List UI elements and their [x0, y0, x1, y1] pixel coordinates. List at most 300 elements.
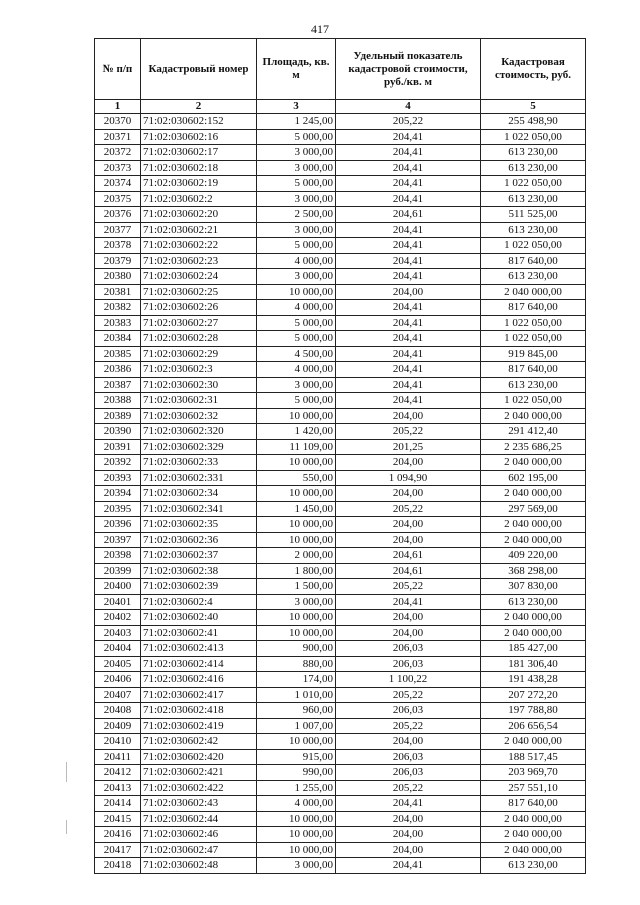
margin-mark-line	[66, 820, 67, 834]
cost-value: 2 040 000,00	[481, 284, 586, 300]
cost-value: 257 551,10	[481, 780, 586, 796]
cadastral-number: 71:02:030602:17	[141, 145, 257, 161]
table-row	[95, 501, 586, 517]
table-row	[95, 253, 586, 269]
cost-value: 2 040 000,00	[481, 486, 586, 502]
rate-value: 204,61	[336, 548, 481, 564]
cadastral-number: 71:02:030602:28	[141, 331, 257, 347]
area-value: 5 000,00	[257, 238, 336, 254]
cadastral-number: 71:02:030602:33	[141, 455, 257, 471]
table-row	[95, 656, 586, 672]
table-row	[95, 145, 586, 161]
area-value: 960,00	[257, 703, 336, 719]
table-row	[95, 284, 586, 300]
table-row	[95, 641, 586, 657]
area-value: 10 000,00	[257, 284, 336, 300]
table-row	[95, 393, 586, 409]
cadastral-number: 71:02:030602:29	[141, 346, 257, 362]
table-row	[95, 269, 586, 285]
rate-value: 204,00	[336, 486, 481, 502]
row-number: 20394	[95, 486, 141, 502]
row-number: 20370	[95, 114, 141, 130]
rate-value: 204,41	[336, 331, 481, 347]
row-number: 20384	[95, 331, 141, 347]
table-row	[95, 470, 586, 486]
area-value: 10 000,00	[257, 486, 336, 502]
cadastral-number: 71:02:030602:46	[141, 827, 257, 843]
row-number: 20406	[95, 672, 141, 688]
rate-value: 204,41	[336, 238, 481, 254]
area-value: 4 000,00	[257, 796, 336, 812]
rate-value: 1 094,90	[336, 470, 481, 486]
row-number: 20373	[95, 160, 141, 176]
row-number: 20379	[95, 253, 141, 269]
column-number: 2	[141, 100, 257, 114]
cost-value: 368 298,00	[481, 563, 586, 579]
rate-value: 204,41	[336, 796, 481, 812]
table-row	[95, 331, 586, 347]
table-row	[95, 362, 586, 378]
rate-value: 205,22	[336, 718, 481, 734]
column-number: 3	[257, 100, 336, 114]
header-cost: Кадастровая стоимость, руб.	[481, 39, 586, 100]
cost-value: 613 230,00	[481, 160, 586, 176]
rate-value: 204,00	[336, 610, 481, 626]
table-row	[95, 594, 586, 610]
cadastral-number: 71:02:030602:422	[141, 780, 257, 796]
row-number: 20382	[95, 300, 141, 316]
rate-value: 204,41	[336, 346, 481, 362]
rate-value: 206,03	[336, 765, 481, 781]
rate-value: 204,00	[336, 284, 481, 300]
cost-value: 203 969,70	[481, 765, 586, 781]
rate-value: 204,41	[336, 362, 481, 378]
rate-value: 204,41	[336, 269, 481, 285]
cadastral-number: 71:02:030602:18	[141, 160, 257, 176]
rate-value: 206,03	[336, 703, 481, 719]
table-row	[95, 346, 586, 362]
area-value: 5 000,00	[257, 315, 336, 331]
table-row	[95, 625, 586, 641]
rate-value: 204,00	[336, 517, 481, 533]
row-number: 20396	[95, 517, 141, 533]
cadastral-number: 71:02:030602:413	[141, 641, 257, 657]
cost-value: 207 272,20	[481, 687, 586, 703]
rate-value: 204,41	[336, 594, 481, 610]
row-number: 20390	[95, 424, 141, 440]
area-value: 10 000,00	[257, 625, 336, 641]
cadastral-number: 71:02:030602:30	[141, 377, 257, 393]
row-number: 20411	[95, 749, 141, 765]
cadastral-number: 71:02:030602:414	[141, 656, 257, 672]
rate-value: 204,41	[336, 393, 481, 409]
cadastral-number: 71:02:030602:419	[141, 718, 257, 734]
cadastral-number: 71:02:030602:47	[141, 842, 257, 858]
table-row	[95, 129, 586, 145]
table-row	[95, 532, 586, 548]
rate-value: 204,41	[336, 222, 481, 238]
cadastral-number: 71:02:030602:22	[141, 238, 257, 254]
cost-value: 2 040 000,00	[481, 455, 586, 471]
row-number: 20398	[95, 548, 141, 564]
header-num: № п/п	[95, 39, 141, 100]
cost-value: 1 022 050,00	[481, 238, 586, 254]
cadastral-number: 71:02:030602:19	[141, 176, 257, 192]
table-row	[95, 687, 586, 703]
cost-value: 297 569,00	[481, 501, 586, 517]
table-row	[95, 439, 586, 455]
table-row	[95, 796, 586, 812]
cadastral-number: 71:02:030602:421	[141, 765, 257, 781]
cost-value: 181 306,40	[481, 656, 586, 672]
cadastral-number: 71:02:030602:27	[141, 315, 257, 331]
area-value: 10 000,00	[257, 811, 336, 827]
row-number: 20385	[95, 346, 141, 362]
area-value: 1 800,00	[257, 563, 336, 579]
table-row	[95, 114, 586, 130]
table-row	[95, 408, 586, 424]
row-number: 20403	[95, 625, 141, 641]
area-value: 3 000,00	[257, 191, 336, 207]
rate-value: 206,03	[336, 656, 481, 672]
table-row	[95, 222, 586, 238]
cost-value: 2 040 000,00	[481, 625, 586, 641]
cadastral-number: 71:02:030602:417	[141, 687, 257, 703]
area-value: 2 500,00	[257, 207, 336, 223]
row-number: 20376	[95, 207, 141, 223]
table-row	[95, 842, 586, 858]
cost-value: 2 040 000,00	[481, 811, 586, 827]
cost-value: 919 845,00	[481, 346, 586, 362]
cost-value: 188 517,45	[481, 749, 586, 765]
cadastral-number: 71:02:030602:416	[141, 672, 257, 688]
row-number: 20413	[95, 780, 141, 796]
cost-value: 2 040 000,00	[481, 517, 586, 533]
row-number: 20402	[95, 610, 141, 626]
rate-value: 205,22	[336, 501, 481, 517]
area-value: 1 500,00	[257, 579, 336, 595]
row-number: 20397	[95, 532, 141, 548]
cost-value: 613 230,00	[481, 191, 586, 207]
table-row	[95, 207, 586, 223]
cadastral-number: 71:02:030602:3	[141, 362, 257, 378]
table-row	[95, 734, 586, 750]
row-number: 20416	[95, 827, 141, 843]
cost-value: 2 040 000,00	[481, 610, 586, 626]
rate-value: 204,00	[336, 811, 481, 827]
rate-value: 1 100,22	[336, 672, 481, 688]
row-number: 20407	[95, 687, 141, 703]
cadastral-number: 71:02:030602:2	[141, 191, 257, 207]
rate-value: 204,41	[336, 176, 481, 192]
cost-value: 307 830,00	[481, 579, 586, 595]
row-number: 20410	[95, 734, 141, 750]
cadastral-number: 71:02:030602:48	[141, 858, 257, 874]
column-number: 1	[95, 100, 141, 114]
table-row	[95, 191, 586, 207]
row-number: 20392	[95, 455, 141, 471]
table-row	[95, 517, 586, 533]
cost-value: 2 040 000,00	[481, 842, 586, 858]
table-header-row	[95, 39, 586, 100]
cost-value: 1 022 050,00	[481, 315, 586, 331]
area-value: 915,00	[257, 749, 336, 765]
area-value: 4 500,00	[257, 346, 336, 362]
cost-value: 511 525,00	[481, 207, 586, 223]
rate-value: 204,41	[336, 315, 481, 331]
row-number: 20375	[95, 191, 141, 207]
rate-value: 205,22	[336, 579, 481, 595]
row-number: 20388	[95, 393, 141, 409]
row-number: 20389	[95, 408, 141, 424]
table-row	[95, 238, 586, 254]
area-value: 990,00	[257, 765, 336, 781]
row-number: 20412	[95, 765, 141, 781]
row-number: 20391	[95, 439, 141, 455]
rate-value: 204,61	[336, 207, 481, 223]
rate-value: 205,22	[336, 780, 481, 796]
table-row	[95, 703, 586, 719]
area-value: 4 000,00	[257, 362, 336, 378]
area-value: 1 010,00	[257, 687, 336, 703]
cost-value: 197 788,80	[481, 703, 586, 719]
cost-value: 817 640,00	[481, 796, 586, 812]
cadastral-number: 71:02:030602:23	[141, 253, 257, 269]
header-rate: Удельный показатель кадастровой стоимости, руб./кв. м	[336, 39, 481, 100]
row-number: 20372	[95, 145, 141, 161]
table-row	[95, 176, 586, 192]
area-value: 3 000,00	[257, 222, 336, 238]
area-value: 3 000,00	[257, 377, 336, 393]
rate-value: 204,41	[336, 300, 481, 316]
rate-value: 204,41	[336, 377, 481, 393]
area-value: 1 255,00	[257, 780, 336, 796]
column-number: 4	[336, 100, 481, 114]
rate-value: 204,41	[336, 253, 481, 269]
table-row	[95, 563, 586, 579]
rate-value: 204,00	[336, 408, 481, 424]
cadastral-number: 71:02:030602:320	[141, 424, 257, 440]
rate-value: 204,41	[336, 191, 481, 207]
cadastral-number: 71:02:030602:331	[141, 470, 257, 486]
table-row	[95, 377, 586, 393]
row-number: 20393	[95, 470, 141, 486]
row-number: 20377	[95, 222, 141, 238]
rate-value: 204,41	[336, 129, 481, 145]
cadastral-number: 71:02:030602:152	[141, 114, 257, 130]
row-number: 20378	[95, 238, 141, 254]
area-value: 11 109,00	[257, 439, 336, 455]
cost-value: 2 040 000,00	[481, 532, 586, 548]
row-number: 20417	[95, 842, 141, 858]
cost-value: 255 498,90	[481, 114, 586, 130]
area-value: 2 000,00	[257, 548, 336, 564]
row-number: 20414	[95, 796, 141, 812]
rate-value: 204,41	[336, 858, 481, 874]
cost-value: 817 640,00	[481, 253, 586, 269]
row-number: 20408	[95, 703, 141, 719]
cadastral-number: 71:02:030602:420	[141, 749, 257, 765]
area-value: 174,00	[257, 672, 336, 688]
cadastral-number: 71:02:030602:36	[141, 532, 257, 548]
area-value: 5 000,00	[257, 129, 336, 145]
table-row	[95, 811, 586, 827]
row-number: 20401	[95, 594, 141, 610]
rate-value: 204,00	[336, 842, 481, 858]
area-value: 10 000,00	[257, 842, 336, 858]
table-row	[95, 579, 586, 595]
table-row	[95, 827, 586, 843]
table-row	[95, 455, 586, 471]
rate-value: 204,41	[336, 160, 481, 176]
table-row	[95, 718, 586, 734]
rate-value: 204,61	[336, 563, 481, 579]
cadastral-number: 71:02:030602:25	[141, 284, 257, 300]
cost-value: 185 427,00	[481, 641, 586, 657]
row-number: 20418	[95, 858, 141, 874]
cost-value: 1 022 050,00	[481, 129, 586, 145]
row-number: 20395	[95, 501, 141, 517]
cost-value: 613 230,00	[481, 377, 586, 393]
cost-value: 2 040 000,00	[481, 408, 586, 424]
area-value: 1 007,00	[257, 718, 336, 734]
area-value: 10 000,00	[257, 517, 336, 533]
cost-value: 409 220,00	[481, 548, 586, 564]
cadastral-number: 71:02:030602:40	[141, 610, 257, 626]
cost-value: 613 230,00	[481, 269, 586, 285]
cadastral-number: 71:02:030602:16	[141, 129, 257, 145]
area-value: 5 000,00	[257, 393, 336, 409]
cadastral-number: 71:02:030602:43	[141, 796, 257, 812]
cadastral-number: 71:02:030602:42	[141, 734, 257, 750]
area-value: 10 000,00	[257, 827, 336, 843]
area-value: 3 000,00	[257, 594, 336, 610]
page-number: 417	[311, 22, 329, 36]
cost-value: 1 022 050,00	[481, 176, 586, 192]
area-value: 10 000,00	[257, 408, 336, 424]
row-number: 20400	[95, 579, 141, 595]
table-row	[95, 548, 586, 564]
area-value: 4 000,00	[257, 253, 336, 269]
table-row	[95, 858, 586, 874]
cost-value: 613 230,00	[481, 145, 586, 161]
rate-value: 205,22	[336, 687, 481, 703]
cadastral-number: 71:02:030602:4	[141, 594, 257, 610]
area-value: 900,00	[257, 641, 336, 657]
header-cadastral-number: Кадастровый номер	[141, 39, 257, 100]
rate-value: 205,22	[336, 114, 481, 130]
area-value: 1 245,00	[257, 114, 336, 130]
cadastral-number: 71:02:030602:35	[141, 517, 257, 533]
margin-mark-line	[66, 762, 67, 782]
table-row	[95, 486, 586, 502]
area-value: 4 000,00	[257, 300, 336, 316]
cost-value: 613 230,00	[481, 222, 586, 238]
cadastral-number: 71:02:030602:39	[141, 579, 257, 595]
table-row	[95, 672, 586, 688]
header-area: Площадь, кв. м	[257, 39, 336, 100]
area-value: 3 000,00	[257, 145, 336, 161]
area-value: 3 000,00	[257, 858, 336, 874]
cost-value: 291 412,40	[481, 424, 586, 440]
cost-value: 817 640,00	[481, 300, 586, 316]
cost-value: 602 195,00	[481, 470, 586, 486]
area-value: 10 000,00	[257, 532, 336, 548]
cadastral-number: 71:02:030602:329	[141, 439, 257, 455]
row-number: 20380	[95, 269, 141, 285]
cost-value: 2 235 686,25	[481, 439, 586, 455]
cadastral-number: 71:02:030602:41	[141, 625, 257, 641]
row-number: 20399	[95, 563, 141, 579]
cost-value: 1 022 050,00	[481, 393, 586, 409]
table-row	[95, 160, 586, 176]
cadastral-number: 71:02:030602:418	[141, 703, 257, 719]
row-number: 20371	[95, 129, 141, 145]
area-value: 550,00	[257, 470, 336, 486]
cadastral-number: 71:02:030602:37	[141, 548, 257, 564]
area-value: 1 420,00	[257, 424, 336, 440]
cadastral-number: 71:02:030602:44	[141, 811, 257, 827]
cadastral-number: 71:02:030602:34	[141, 486, 257, 502]
area-value: 10 000,00	[257, 734, 336, 750]
cadastral-value-table	[94, 38, 586, 874]
row-number: 20387	[95, 377, 141, 393]
rate-value: 204,00	[336, 734, 481, 750]
cost-value: 2 040 000,00	[481, 827, 586, 843]
area-value: 3 000,00	[257, 269, 336, 285]
rate-value: 204,41	[336, 145, 481, 161]
area-value: 10 000,00	[257, 455, 336, 471]
rate-value: 204,00	[336, 827, 481, 843]
area-value: 880,00	[257, 656, 336, 672]
table-row	[95, 315, 586, 331]
rate-value: 204,00	[336, 625, 481, 641]
cost-value: 191 438,28	[481, 672, 586, 688]
row-number: 20415	[95, 811, 141, 827]
table-row	[95, 780, 586, 796]
cost-value: 817 640,00	[481, 362, 586, 378]
cost-value: 206 656,54	[481, 718, 586, 734]
area-value: 3 000,00	[257, 160, 336, 176]
row-number: 20409	[95, 718, 141, 734]
cadastral-number: 71:02:030602:31	[141, 393, 257, 409]
column-number-row	[95, 100, 586, 114]
table-row	[95, 424, 586, 440]
table-row	[95, 749, 586, 765]
cadastral-number: 71:02:030602:341	[141, 501, 257, 517]
area-value: 5 000,00	[257, 176, 336, 192]
cadastral-number: 71:02:030602:38	[141, 563, 257, 579]
table-row	[95, 300, 586, 316]
cadastral-number: 71:02:030602:21	[141, 222, 257, 238]
cost-value: 1 022 050,00	[481, 331, 586, 347]
cost-value: 613 230,00	[481, 594, 586, 610]
column-number: 5	[481, 100, 586, 114]
rate-value: 206,03	[336, 641, 481, 657]
row-number: 20381	[95, 284, 141, 300]
cost-value: 613 230,00	[481, 858, 586, 874]
row-number: 20386	[95, 362, 141, 378]
row-number: 20405	[95, 656, 141, 672]
rate-value: 201,25	[336, 439, 481, 455]
rate-value: 204,00	[336, 532, 481, 548]
cadastral-number: 71:02:030602:26	[141, 300, 257, 316]
cadastral-number: 71:02:030602:24	[141, 269, 257, 285]
rate-value: 204,00	[336, 455, 481, 471]
row-number: 20374	[95, 176, 141, 192]
rate-value: 205,22	[336, 424, 481, 440]
table-row	[95, 610, 586, 626]
